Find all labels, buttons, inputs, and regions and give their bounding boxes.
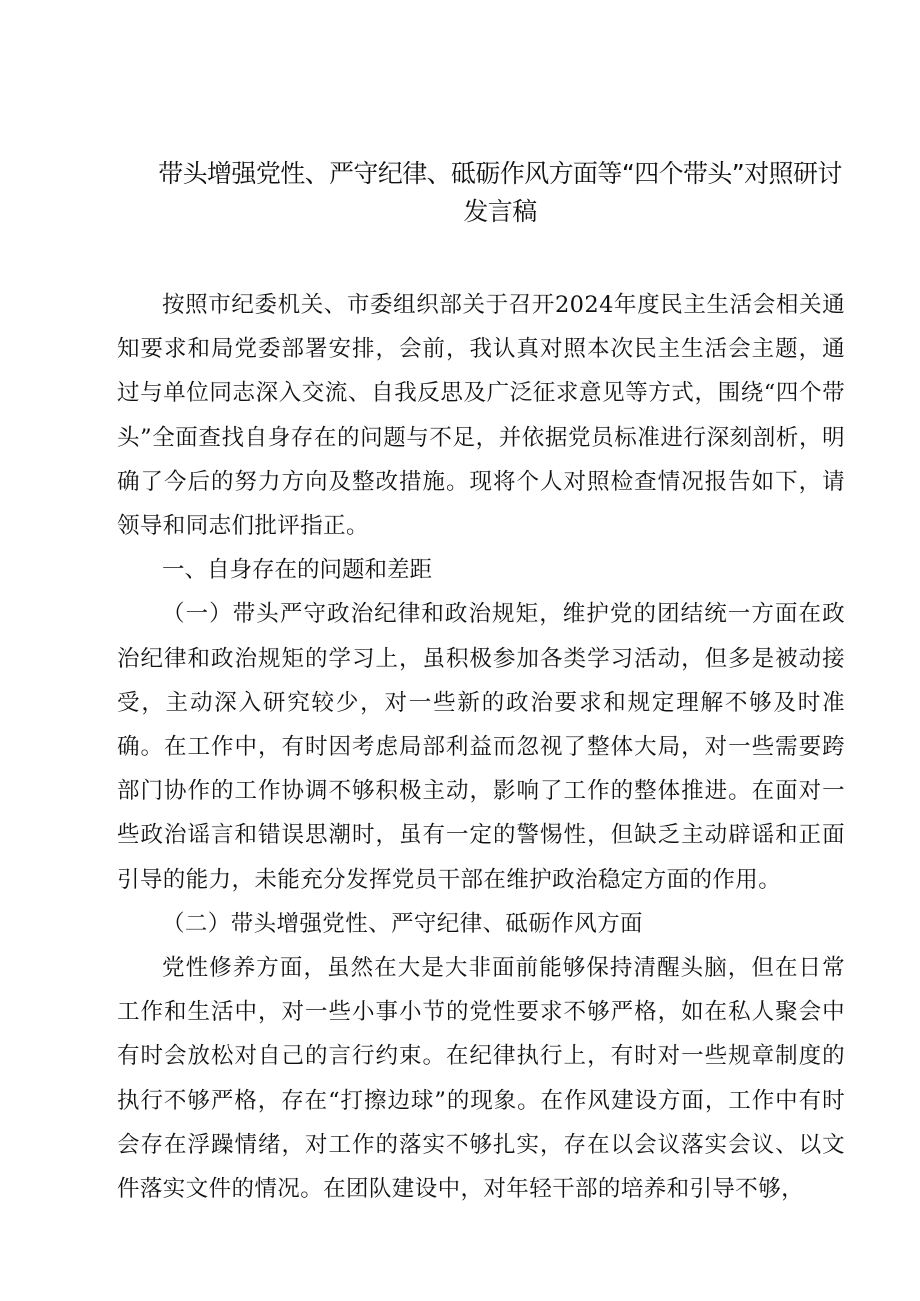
subsection-heading-2: （二）带头增强党性、严守纪律、砥砺作风方面 (162, 910, 643, 937)
intro-paragraph: 按照市纪委机关、市委组织部关于召开2024年度民主生活会相关通知要求和局党委部署安排，会前，我认真对照本次民主生活会主题，通过与单位同志深入交流、自我反思及广泛征求意见等方式，围绕“四个带头”全面查找自身存在的问题与不足，并依据党员标准进行深刻剖析，明确了今后的努力方向及整改措施。现将个人对照检查情况报告如下，请领导和同志们批评指正。 (117, 292, 845, 540)
document-title (110, 155, 890, 231)
subsection-paragraph-2: 党性修养方面，虽然在大是大非面前能够保持清醒头脑，但在日常工作和生活中，对一些小事小节的党性要求不够严格，如在私人聚会中有时会放松对自己的言行约束。在纪律执行上，有时对一些规章制度的执行不够严格，存在“打擦边球”的现象。在作风建设方面，工作中有时会存在浮躁情绪，对工作的落实不够扎实，存在以会议落实会议、以文件落实文件的情况。在团队建设中，对年轻干部的培养和引导不够， (117, 955, 845, 1203)
title-line-1: 带头增强党性、严守纪律、砥砺作风方面等“四个带头”对照研讨 (158, 159, 842, 188)
document-body (117, 283, 845, 1211)
title-line-2: 发言稿 (463, 197, 537, 226)
subsection-paragraph-1: （一）带头严守政治纪律和政治规矩，维护党的团结统一方面在政治纪律和政治规矩的学习上，虽积极参加各类学习活动，但多是被动接受，主动深入研究较少，对一些新的政治要求和规定理解不够及时准确。在工作中，有时因考虑局部利益而忽视了整体大局，对一些需要跨部门协作的工作协调不够积极主动，影响了工作的整体推进。在面对一些政治谣言和错误思潮时，虽有一定的警惕性，但缺乏主动辟谣和正面引导的能力，未能充分发挥党员干部在维护政治稳定方面的作用。 (117, 601, 845, 893)
section-heading-1: 一、自身存在的问题和差距 (162, 557, 433, 584)
